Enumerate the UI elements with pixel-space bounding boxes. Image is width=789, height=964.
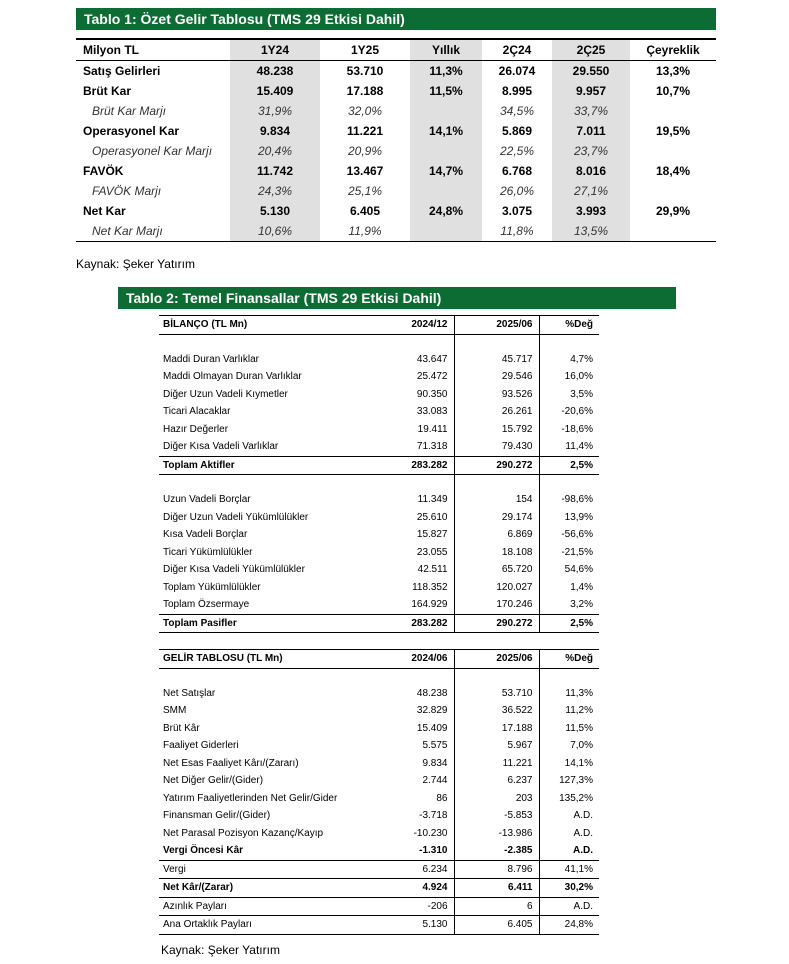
- row-label: Toplam Pasifler: [159, 614, 359, 633]
- table-cell: A.D.: [573, 900, 593, 912]
- row-label: Diğer Kısa Vadeli Varlıklar: [163, 441, 279, 453]
- table-cell: A.D.: [573, 827, 593, 839]
- row-label: Net Kar: [83, 204, 126, 218]
- table-cell: 16,0%: [564, 371, 593, 383]
- table-cell: -5.853: [454, 807, 539, 825]
- table1-row: [76, 121, 716, 141]
- table-cell: 3,2%: [570, 599, 593, 611]
- table2-source: Kaynak: Şeker Yatırım: [161, 943, 280, 957]
- table2-title: Tablo 2: Temel Finansallar (TMS 29 Etkisi Dahil): [118, 287, 676, 309]
- table-cell: 2,5%: [539, 456, 599, 475]
- table-cell: 2.744: [422, 775, 448, 787]
- row-label: FAVÖK: [83, 164, 124, 178]
- table-cell: 4.924: [359, 879, 454, 898]
- row-label: Net Kâr/(Zarar): [159, 879, 359, 898]
- col-header: Çeyreklik: [646, 43, 700, 57]
- table-cell: 11.221: [346, 124, 384, 138]
- row-label: Net Kar Marjı: [92, 224, 163, 238]
- table-cell: 11,8%: [500, 224, 534, 238]
- table-cell: 29.174: [454, 509, 539, 527]
- balance-row: [159, 351, 599, 369]
- table1-row: [76, 221, 716, 242]
- balance-row: [159, 491, 599, 509]
- table-cell: -13.986: [454, 825, 539, 843]
- table-cell: [359, 668, 454, 685]
- table-cell: 30,2%: [539, 879, 599, 898]
- table-cell: 290.272: [454, 614, 539, 633]
- table-cell: 11.349: [417, 494, 448, 506]
- table-cell: 24,8%: [539, 916, 599, 935]
- col-header: 2Ç24: [502, 43, 532, 57]
- col-header: 1Y24: [230, 39, 320, 61]
- table-cell: 5.130: [230, 201, 320, 221]
- table-cell: 15.409: [230, 81, 320, 101]
- row-label: Satış Gelirleri: [83, 64, 161, 78]
- table-cell: 13,9%: [564, 511, 593, 523]
- table-cell: 10,7%: [655, 84, 691, 98]
- col-header: 2024/06: [359, 650, 454, 669]
- row-label: Vergi: [163, 863, 186, 875]
- table-cell: 11.221: [454, 755, 539, 773]
- table-cell: -98,6%: [561, 494, 593, 506]
- table-cell: 5.130: [359, 916, 454, 935]
- table-cell: 11,5%: [410, 81, 482, 101]
- table-cell: 11,3%: [565, 687, 593, 699]
- table-cell: 41,1%: [564, 863, 593, 875]
- table-cell: 17.188: [346, 84, 384, 98]
- table-cell: 4,7%: [570, 353, 593, 365]
- balance-row: [159, 456, 599, 475]
- table-cell: [539, 334, 599, 351]
- col-header: 2Ç25: [552, 39, 630, 61]
- table-cell: 5.869: [501, 124, 533, 138]
- table-cell: 3.075: [501, 204, 533, 218]
- table-cell: 10,6%: [230, 221, 320, 242]
- row-label: Ticari Alacaklar: [163, 406, 231, 418]
- table-cell: [454, 668, 539, 685]
- table-cell: [539, 475, 599, 492]
- table-cell: 11,3%: [410, 61, 482, 82]
- income-row: [159, 720, 599, 738]
- table-cell: 53.710: [346, 64, 384, 78]
- balance-row: [159, 386, 599, 404]
- table-cell: 170.246: [454, 596, 539, 614]
- table-cell: 5.967: [454, 737, 539, 755]
- row-label: Vergi Öncesi Kâr: [159, 842, 359, 860]
- table1-header-row: [76, 39, 716, 61]
- row-label: Operasyonel Kar: [83, 124, 180, 138]
- row-label: Azınlık Payları: [163, 900, 227, 912]
- table-cell: 6.234: [422, 863, 448, 875]
- table-cell: 93.526: [454, 386, 539, 404]
- table-cell: 6.869: [454, 526, 539, 544]
- income-row: [159, 860, 599, 879]
- table-cell: 13,5%: [552, 221, 630, 242]
- table-cell: 283.282: [359, 614, 454, 633]
- table-cell: 13,3%: [655, 64, 691, 78]
- table-cell: 14,7%: [410, 161, 482, 181]
- table-cell: 32.829: [416, 705, 448, 717]
- table-cell: 11,9%: [348, 224, 382, 238]
- table-cell: 6: [454, 897, 539, 916]
- col-header: %Değ: [539, 650, 599, 669]
- table-cell: 164.929: [411, 599, 448, 611]
- table-cell: [630, 221, 716, 242]
- table-cell: 26.261: [454, 403, 539, 421]
- row-label: Ticari Yükümlülükler: [163, 546, 253, 558]
- balance-sheet-table: [159, 315, 599, 633]
- table1-row: [76, 61, 716, 82]
- table-cell: 32,0%: [347, 104, 383, 118]
- table-cell: 9.834: [422, 757, 448, 769]
- row-label: Toplam Yükümlülükler: [163, 581, 261, 593]
- table-cell: 154: [454, 491, 539, 509]
- table-cell: 90.350: [416, 388, 448, 400]
- table-cell: A.D.: [539, 842, 599, 860]
- table-cell: 283.282: [359, 456, 454, 475]
- table-cell: 17.188: [454, 720, 539, 738]
- spacer-row: [159, 668, 599, 685]
- table-cell: 9.834: [230, 121, 320, 141]
- table-cell: 11,5%: [565, 722, 593, 734]
- table-cell: 15.827: [416, 529, 448, 541]
- table-cell: A.D.: [573, 810, 593, 822]
- row-label: Toplam Özsermaye: [163, 599, 250, 611]
- table-cell: 118.352: [412, 581, 448, 593]
- table-cell: [359, 475, 454, 492]
- row-label: Maddi Duran Varlıklar: [163, 353, 259, 365]
- table-cell: [630, 101, 716, 121]
- table-cell: -206: [427, 900, 448, 912]
- income-row: [159, 897, 599, 916]
- income-header-row: [159, 650, 599, 669]
- row-label: [159, 668, 359, 685]
- col-header: 1Y25: [350, 43, 380, 57]
- table-cell: 3,5%: [570, 388, 593, 400]
- table-cell: [539, 668, 599, 685]
- table-cell: 120.027: [454, 579, 539, 597]
- spacer-row: [159, 475, 599, 492]
- col-header: %Değ: [539, 316, 599, 335]
- row-label: Toplam Aktifler: [159, 456, 359, 475]
- row-label: Net Esas Faaliyet Kârı/(Zararı): [163, 757, 299, 769]
- table-cell: 33.083: [416, 406, 448, 418]
- table1-source: Kaynak: Şeker Yatırım: [76, 257, 195, 271]
- table-cell: -2.385: [454, 842, 539, 860]
- row-label: SMM: [163, 705, 187, 717]
- table-cell: [630, 181, 716, 201]
- row-label: Operasyonel Kar Marjı: [92, 144, 213, 158]
- table-cell: [410, 221, 482, 242]
- table-cell: 29.546: [454, 368, 539, 386]
- income-row: [159, 790, 599, 808]
- table-cell: 79.430: [454, 438, 539, 456]
- table-cell: 25,1%: [347, 184, 383, 198]
- table-cell: 6.411: [454, 879, 539, 898]
- table-cell: 23,7%: [552, 141, 630, 161]
- table-cell: 19,5%: [655, 124, 691, 138]
- table-cell: [359, 334, 454, 351]
- table-cell: 9.957: [552, 81, 630, 101]
- table-cell: 36.522: [454, 702, 539, 720]
- table-cell: 20,9%: [347, 144, 383, 158]
- table-cell: 54,6%: [564, 564, 593, 576]
- col-header: 2025/06: [454, 650, 539, 669]
- table-cell: -1.310: [359, 842, 454, 860]
- row-label: Net Satışlar: [163, 687, 216, 699]
- income-row: [159, 755, 599, 773]
- row-label: Hazır Değerler: [163, 423, 229, 435]
- balance-row: [159, 438, 599, 456]
- table-cell: 42.511: [417, 564, 448, 576]
- col-header: 2025/06: [454, 316, 539, 335]
- table-cell: 7,0%: [570, 740, 593, 752]
- row-label: Brüt Kar Marjı: [92, 104, 167, 118]
- table-cell: 7.011: [552, 121, 630, 141]
- table1-row: [76, 201, 716, 221]
- table-cell: 13.467: [346, 164, 384, 178]
- table-cell: -10.230: [413, 827, 448, 839]
- table-cell: 29,9%: [655, 204, 691, 218]
- table-cell: [454, 334, 539, 351]
- table-cell: 26,0%: [499, 184, 535, 198]
- row-label: [159, 334, 359, 351]
- table-cell: 6.237: [454, 772, 539, 790]
- col-header: GELİR TABLOSU (TL Mn): [159, 650, 359, 669]
- income-row: [159, 737, 599, 755]
- table-cell: 14,1%: [410, 121, 482, 141]
- table-cell: -56,6%: [561, 529, 593, 541]
- table-cell: -18,6%: [561, 423, 593, 435]
- table-cell: 25.472: [416, 371, 448, 383]
- table-cell: 71.318: [416, 441, 448, 453]
- table-cell: 34,5%: [499, 104, 535, 118]
- row-label: Uzun Vadeli Borçlar: [163, 494, 251, 506]
- table-cell: [630, 141, 716, 161]
- balance-row: [159, 403, 599, 421]
- table-cell: 25.610: [416, 511, 448, 523]
- row-label: [159, 475, 359, 492]
- row-label: Diğer Uzun Vadeli Kıymetler: [163, 388, 288, 400]
- col-header: Milyon TL: [83, 43, 139, 57]
- row-label: Net Parasal Pozisyon Kazanç/Kayıp: [163, 827, 324, 839]
- table-cell: [410, 141, 482, 161]
- table-cell: 48.238: [416, 687, 448, 699]
- col-header: Yıllık: [410, 39, 482, 61]
- table1-row: [76, 181, 716, 201]
- table-cell: 14,1%: [564, 757, 593, 769]
- col-header: BİLANÇO (TL Mn): [159, 316, 359, 335]
- row-label: Yatırım Faaliyetlerinden Net Gelir/Gider: [163, 792, 338, 804]
- table-cell: [410, 181, 482, 201]
- row-label: Diğer Kısa Vadeli Yükümlülükler: [163, 564, 305, 576]
- income-row: [159, 825, 599, 843]
- table-cell: 6.405: [349, 204, 381, 218]
- table-cell: 11,2%: [565, 705, 593, 717]
- table-cell: 2,5%: [539, 614, 599, 633]
- income-row: [159, 807, 599, 825]
- table-cell: 33,7%: [552, 101, 630, 121]
- table-cell: 203: [454, 790, 539, 808]
- balance-row: [159, 579, 599, 597]
- table-cell: [410, 101, 482, 121]
- table-cell: -20,6%: [561, 406, 593, 418]
- row-label: Diğer Uzun Vadeli Yükümlülükler: [163, 511, 309, 523]
- balance-row: [159, 368, 599, 386]
- table1-row: [76, 141, 716, 161]
- table-cell: 18,4%: [655, 164, 691, 178]
- row-label: Net Diğer Gelir/(Gider): [163, 775, 264, 787]
- income-row: [159, 702, 599, 720]
- table-cell: 31,9%: [230, 101, 320, 121]
- row-label: Maddi Olmayan Duran Varlıklar: [163, 371, 302, 383]
- table-cell: 45.717: [454, 351, 539, 369]
- spacer-row: [159, 334, 599, 351]
- row-label: FAVÖK Marjı: [92, 184, 162, 198]
- table-cell: 86: [436, 792, 448, 804]
- table-cell: 11.742: [230, 161, 320, 181]
- income-statement-table: [159, 649, 599, 935]
- col-header: 2024/12: [359, 316, 454, 335]
- table-cell: 19.411: [417, 423, 448, 435]
- balance-row: [159, 421, 599, 439]
- row-label: Finansman Gelir/(Gider): [163, 810, 271, 822]
- row-label: Brüt Kâr: [163, 722, 200, 734]
- table-cell: 135,2%: [559, 792, 593, 804]
- table1-row: [76, 161, 716, 181]
- summary-income-table: [76, 38, 716, 242]
- table-cell: 53.710: [454, 685, 539, 703]
- table1-title: Tablo 1: Özet Gelir Tablosu (TMS 29 Etkisi Dahil): [76, 8, 716, 30]
- table-cell: 1,4%: [570, 581, 593, 593]
- income-row: [159, 842, 599, 860]
- table-cell: 23.055: [416, 546, 448, 558]
- table1-row: [76, 101, 716, 121]
- balance-header-row: [159, 316, 599, 335]
- table-cell: 15.409: [416, 722, 448, 734]
- balance-row: [159, 544, 599, 562]
- table-cell: 22,5%: [499, 144, 535, 158]
- table-cell: 8.995: [501, 84, 533, 98]
- row-label: Brüt Kar: [83, 84, 132, 98]
- table-cell: 20,4%: [230, 141, 320, 161]
- table-cell: 11,4%: [565, 441, 593, 453]
- row-label: Ana Ortaklık Payları: [159, 916, 359, 935]
- table-cell: 24,8%: [410, 201, 482, 221]
- table-cell: 26.074: [498, 64, 536, 78]
- balance-row: [159, 509, 599, 527]
- row-label: Kısa Vadeli Borçlar: [163, 529, 248, 541]
- table-cell: 5.575: [422, 740, 448, 752]
- balance-row: [159, 561, 599, 579]
- income-row: [159, 685, 599, 703]
- table-cell: 15.792: [454, 421, 539, 439]
- row-label: Faaliyet Giderleri: [163, 740, 239, 752]
- table-cell: -21,5%: [561, 546, 593, 558]
- table-cell: 6.405: [454, 916, 539, 935]
- table-cell: 29.550: [552, 61, 630, 82]
- income-row: [159, 879, 599, 898]
- balance-row: [159, 526, 599, 544]
- balance-row: [159, 596, 599, 614]
- table1-row: [76, 81, 716, 101]
- table-cell: 290.272: [454, 456, 539, 475]
- table-cell: 24,3%: [230, 181, 320, 201]
- table-cell: [454, 475, 539, 492]
- table-cell: 27,1%: [552, 181, 630, 201]
- table-cell: 18.108: [454, 544, 539, 562]
- table-cell: 8.016: [552, 161, 630, 181]
- table-cell: -3.718: [419, 810, 448, 822]
- table-cell: 127,3%: [559, 775, 593, 787]
- table-cell: 8.796: [454, 860, 539, 879]
- table-cell: 6.768: [501, 164, 533, 178]
- table-cell: 43.647: [416, 353, 448, 365]
- table-cell: 65.720: [454, 561, 539, 579]
- balance-row: [159, 614, 599, 633]
- income-row: [159, 916, 599, 935]
- income-row: [159, 772, 599, 790]
- table-cell: 3.993: [552, 201, 630, 221]
- table-cell: 48.238: [230, 61, 320, 82]
